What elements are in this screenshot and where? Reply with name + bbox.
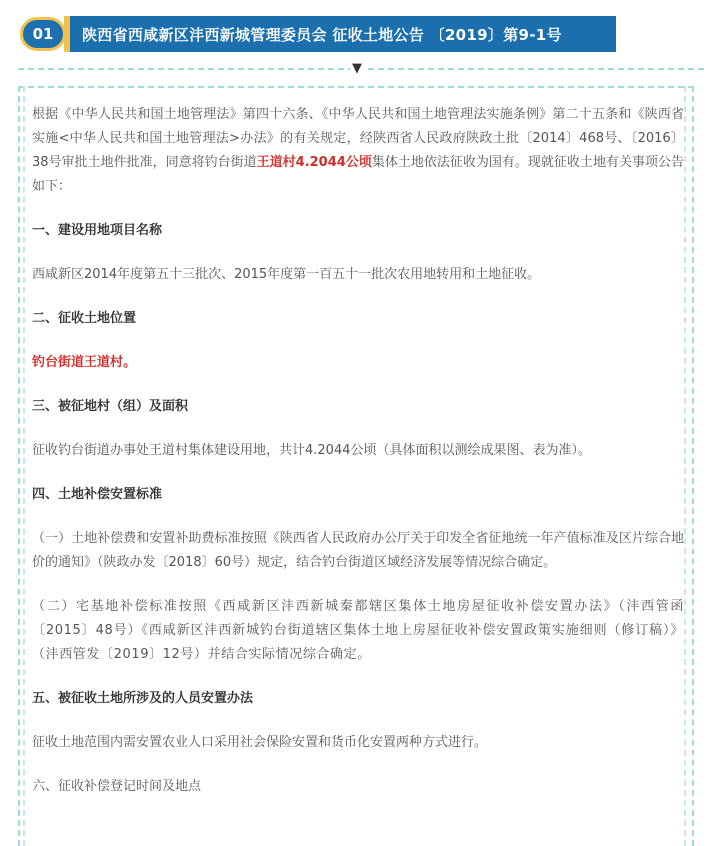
highlight-area: 王道村4.2044公顷 [256,155,372,170]
section-body-3: 征收钓台街道办事处王道村集体建设用地，共计4.2044公顷（具体面积以测绘成果图、表为准）。 [32,443,591,458]
section-heading-5: 五、被征收土地所涉及的人员安置办法 [32,691,254,706]
section-body-4-part2: （二）宅基地补偿标准按照《西咸新区沣西新城秦都辖区集体土地房屋征收补偿安置办法》（沣西管函〔2015〕48号）《西咸新区沣西新城钓台街道辖区集体土地上房屋征收补偿安置政策实施细则（修订稿）》（沣西管发〔2019〕12号）并结合实际情况综合确定。 [32,599,684,662]
section-body-5: 征收土地范围内需安置农业人口采用社会保险安置和货币化安置两种方式进行。 [32,735,488,750]
section-header [14,12,714,56]
section-body-4-part1: （一）土地补偿费和安置补助费标准按照《陕西省人民政府办公厅关于印发全省征地统一年产值标准及区片综合地价的通知》（陕政办发〔2018〕60号）规定，结合钓台街道区域经济发展等情况综合确定。 [32,531,684,570]
down-arrow-icon: ▼ [352,61,362,76]
intro-paragraph: 根据《中华人民共和国土地管理法》第四十六条、《中华人民共和国土地管理法实施条例》第二十五条和《陕西省实施<中华人民共和国土地管理法>办法》的有关规定，经陕西省人民政府陕政土批〔2014〕468号、〔2016〕38号审批土地件批准，同意将钓台街道王道村4.2044公顷集体土地依法征收为国有。现就征收土地有关事项公告如下： [32,107,684,194]
announcement-title: 陕西省西咸新区沣西新城管理委员会 征收土地公告 〔2019〕第9-1号 [70,16,616,52]
section-heading-2: 二、征收土地位置 [32,311,137,326]
section-number-badge: 01 [20,17,66,51]
section-heading-3: 三、被征地村（组）及面积 [32,399,189,414]
section-body-2: 钓台街道王道村。 [32,355,137,370]
section-heading-1: 一、建设用地项目名称 [32,223,163,238]
section-heading-4: 四、土地补偿安置标准 [32,487,163,502]
announcement-body [32,103,684,819]
section-heading-6: 六、征收补偿登记时间及地点 [32,779,202,794]
section-body-1: 西咸新区2014年度第五十三批次、2015年度第一百五十一批次农用地转用和土地征收。 [32,267,541,282]
